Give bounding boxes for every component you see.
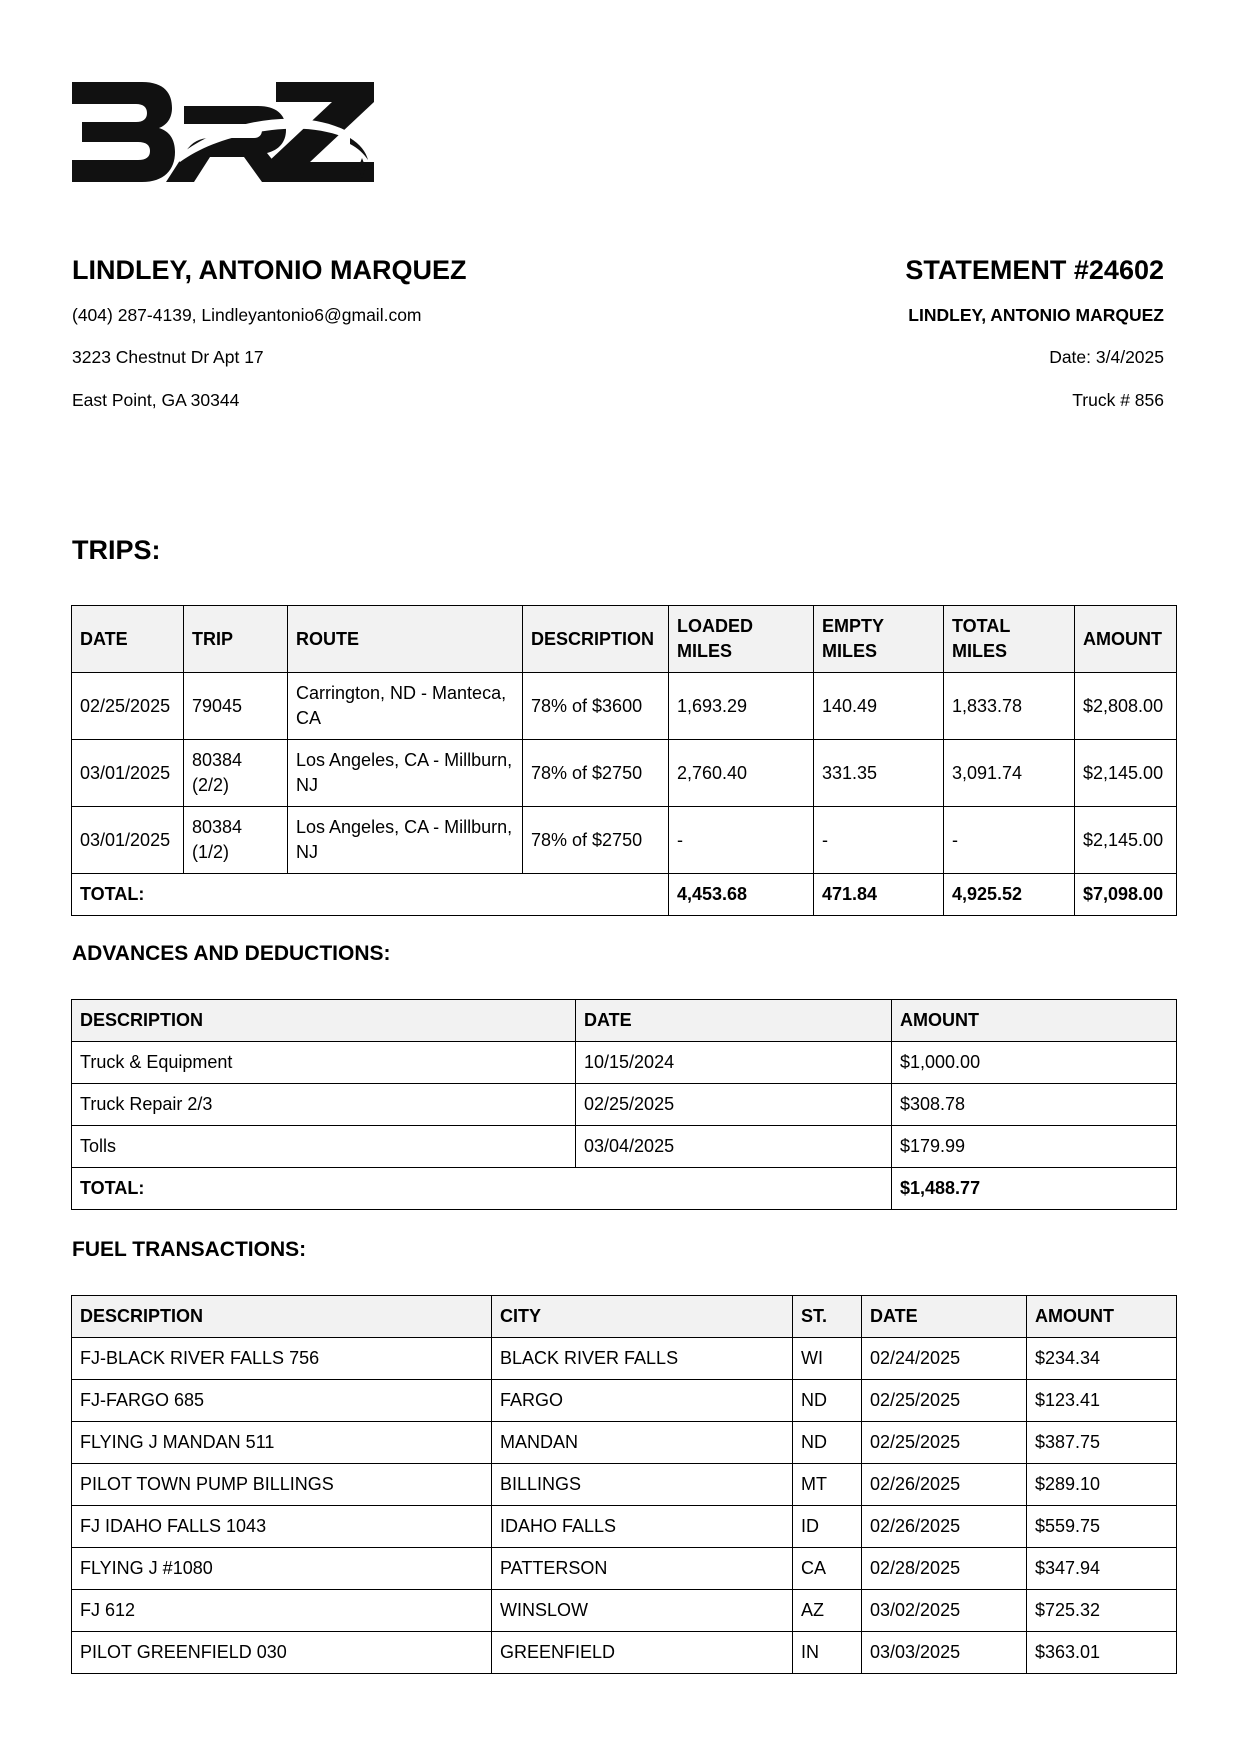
- trip-amount: $2,145.00: [1075, 740, 1177, 807]
- deduction-date: 03/04/2025: [576, 1126, 892, 1168]
- driver-address-line1: 3223 Chestnut Dr Apt 17: [72, 347, 264, 367]
- column-header: ST.: [793, 1296, 862, 1338]
- fuel-date: 02/26/2025: [862, 1464, 1027, 1506]
- fuel-city: IDAHO FALLS: [492, 1506, 793, 1548]
- table-row: [72, 1380, 1177, 1422]
- trip-description: 78% of $2750: [523, 807, 669, 874]
- fuel-amount: $289.10: [1027, 1464, 1177, 1506]
- deduction-amount: $179.99: [892, 1126, 1177, 1168]
- fuel-title: FUEL TRANSACTIONS:: [72, 1238, 307, 1261]
- trip-number: 80384 (1/2): [184, 807, 288, 874]
- trip-amount: $2,808.00: [1075, 673, 1177, 740]
- column-header: DATE: [72, 606, 184, 673]
- fuel-state: ND: [793, 1380, 862, 1422]
- table-header-row: [72, 1000, 1177, 1042]
- deduction-date: 10/15/2024: [576, 1042, 892, 1084]
- total-loaded-miles: 4,453.68: [669, 874, 814, 916]
- fuel-amount: $387.75: [1027, 1422, 1177, 1464]
- fuel-description: FJ IDAHO FALLS 1043: [72, 1506, 492, 1548]
- total-label: TOTAL:: [72, 1168, 892, 1210]
- fuel-city: BLACK RIVER FALLS: [492, 1338, 793, 1380]
- column-header: DESCRIPTION: [72, 1000, 576, 1042]
- fuel-amount: $123.41: [1027, 1380, 1177, 1422]
- deduction-date: 02/25/2025: [576, 1084, 892, 1126]
- fuel-amount: $363.01: [1027, 1632, 1177, 1674]
- fuel-city: MANDAN: [492, 1422, 793, 1464]
- column-header: EMPTY MILES: [814, 606, 944, 673]
- fuel-state: ND: [793, 1422, 862, 1464]
- trips-title: TRIPS:: [72, 535, 161, 565]
- deduction-amount: $308.78: [892, 1084, 1177, 1126]
- column-header: DESCRIPTION: [523, 606, 669, 673]
- fuel-state: IN: [793, 1632, 862, 1674]
- column-header: TRIP: [184, 606, 288, 673]
- fuel-date: 02/28/2025: [862, 1548, 1027, 1590]
- trip-loaded-miles: 2,760.40: [669, 740, 814, 807]
- table-row: [72, 1464, 1177, 1506]
- fuel-amount: $234.34: [1027, 1338, 1177, 1380]
- table-row: [72, 1590, 1177, 1632]
- total-miles: 4,925.52: [944, 874, 1075, 916]
- table-row: [72, 673, 1177, 740]
- trip-total-miles: 3,091.74: [944, 740, 1075, 807]
- statement-date: Date: 3/4/2025: [1049, 347, 1164, 367]
- fuel-description: FJ 612: [72, 1590, 492, 1632]
- table-row: [72, 1084, 1177, 1126]
- fuel-state: CA: [793, 1548, 862, 1590]
- deduction-description: Truck Repair 2/3: [72, 1084, 576, 1126]
- table-row: [72, 1042, 1177, 1084]
- fuel-description: PILOT GREENFIELD 030: [72, 1632, 492, 1674]
- statement-truck: Truck # 856: [1072, 390, 1164, 410]
- total-row: [72, 874, 1177, 916]
- total-label: TOTAL:: [72, 874, 669, 916]
- trip-total-miles: -: [944, 807, 1075, 874]
- fuel-amount: $347.94: [1027, 1548, 1177, 1590]
- driver-info: [72, 252, 467, 411]
- total-amount: $7,098.00: [1075, 874, 1177, 916]
- trip-loaded-miles: 1,693.29: [669, 673, 814, 740]
- fuel-city: WINSLOW: [492, 1590, 793, 1632]
- trip-route: Los Angeles, CA - Millburn, NJ: [288, 740, 523, 807]
- fuel-table: [71, 1295, 1177, 1674]
- fuel-city: GREENFIELD: [492, 1632, 793, 1674]
- trip-total-miles: 1,833.78: [944, 673, 1075, 740]
- column-header: AMOUNT: [1075, 606, 1177, 673]
- trip-loaded-miles: -: [669, 807, 814, 874]
- statement-info: [905, 252, 1164, 411]
- total-amount: $1,488.77: [892, 1168, 1177, 1210]
- advances-title: ADVANCES AND DEDUCTIONS:: [72, 942, 391, 965]
- fuel-state: WI: [793, 1338, 862, 1380]
- deduction-description: Truck & Equipment: [72, 1042, 576, 1084]
- statement-driver-name: LINDLEY, ANTONIO MARQUEZ: [908, 305, 1164, 325]
- column-header: TOTAL MILES: [944, 606, 1075, 673]
- fuel-amount: $725.32: [1027, 1590, 1177, 1632]
- fuel-description: FJ-FARGO 685: [72, 1380, 492, 1422]
- company-logo: [72, 78, 382, 198]
- fuel-description: FLYING J MANDAN 511: [72, 1422, 492, 1464]
- trip-date: 03/01/2025: [72, 807, 184, 874]
- fuel-state: ID: [793, 1506, 862, 1548]
- column-header: DESCRIPTION: [72, 1296, 492, 1338]
- fuel-date: 02/24/2025: [862, 1338, 1027, 1380]
- fuel-state: MT: [793, 1464, 862, 1506]
- table-row: [72, 1548, 1177, 1590]
- fuel-amount: $559.75: [1027, 1506, 1177, 1548]
- fuel-date: 02/25/2025: [862, 1380, 1027, 1422]
- trip-route: Los Angeles, CA - Millburn, NJ: [288, 807, 523, 874]
- fuel-state: AZ: [793, 1590, 862, 1632]
- trip-date: 02/25/2025: [72, 673, 184, 740]
- trip-empty-miles: 331.35: [814, 740, 944, 807]
- trip-empty-miles: 140.49: [814, 673, 944, 740]
- fuel-date: 03/02/2025: [862, 1590, 1027, 1632]
- column-header: LOADED MILES: [669, 606, 814, 673]
- fuel-city: BILLINGS: [492, 1464, 793, 1506]
- table-row: [72, 807, 1177, 874]
- trip-empty-miles: -: [814, 807, 944, 874]
- trip-description: 78% of $2750: [523, 740, 669, 807]
- trip-amount: $2,145.00: [1075, 807, 1177, 874]
- table-row: [72, 1632, 1177, 1674]
- trip-route: Carrington, ND - Manteca, CA: [288, 673, 523, 740]
- advances-table: [71, 999, 1177, 1210]
- trip-date: 03/01/2025: [72, 740, 184, 807]
- table-row: [72, 1422, 1177, 1464]
- fuel-date: 03/03/2025: [862, 1632, 1027, 1674]
- fuel-city: FARGO: [492, 1380, 793, 1422]
- driver-address-line2: East Point, GA 30344: [72, 390, 240, 410]
- fuel-description: FLYING J #1080: [72, 1548, 492, 1590]
- column-header: AMOUNT: [1027, 1296, 1177, 1338]
- total-empty-miles: 471.84: [814, 874, 944, 916]
- driver-contact: (404) 287-4139, Lindleyantonio6@gmail.com: [72, 305, 422, 325]
- table-header-row: [72, 606, 1177, 673]
- deduction-amount: $1,000.00: [892, 1042, 1177, 1084]
- fuel-description: PILOT TOWN PUMP BILLINGS: [72, 1464, 492, 1506]
- fuel-date: 02/25/2025: [862, 1422, 1027, 1464]
- column-header: AMOUNT: [892, 1000, 1177, 1042]
- trip-number: 79045: [184, 673, 288, 740]
- fuel-city: PATTERSON: [492, 1548, 793, 1590]
- deduction-description: Tolls: [72, 1126, 576, 1168]
- trips-table: [71, 605, 1177, 916]
- table-row: [72, 1506, 1177, 1548]
- statement-number: STATEMENT #24602: [905, 255, 1164, 285]
- table-row: [72, 1126, 1177, 1168]
- trip-number: 80384 (2/2): [184, 740, 288, 807]
- total-row: [72, 1168, 1177, 1210]
- fuel-description: FJ-BLACK RIVER FALLS 756: [72, 1338, 492, 1380]
- trip-description: 78% of $3600: [523, 673, 669, 740]
- table-header-row: [72, 1296, 1177, 1338]
- column-header: CITY: [492, 1296, 793, 1338]
- column-header: DATE: [576, 1000, 892, 1042]
- driver-name: LINDLEY, ANTONIO MARQUEZ: [72, 255, 467, 285]
- column-header: DATE: [862, 1296, 1027, 1338]
- table-row: [72, 1338, 1177, 1380]
- column-header: ROUTE: [288, 606, 523, 673]
- fuel-date: 02/26/2025: [862, 1506, 1027, 1548]
- table-row: [72, 740, 1177, 807]
